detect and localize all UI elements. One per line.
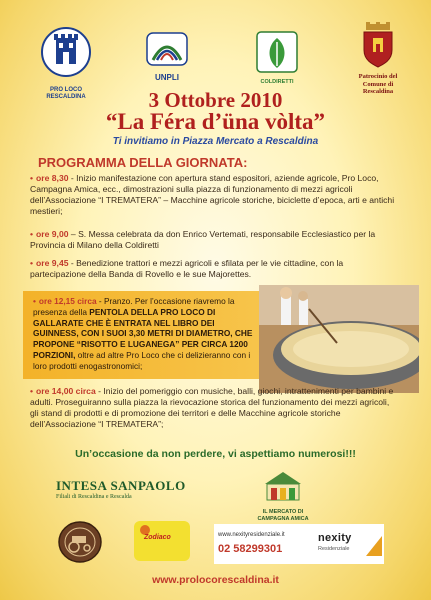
item-time: ore 8,30 <box>36 173 69 183</box>
nexity-url: www.nexityresidenziale.it <box>218 532 285 538</box>
comune-caption: Patrocinio del Comune di Rescaldina <box>358 73 398 95</box>
item-text: - Benedizione trattori e mezzi agricoli e sfilata per le vie cittadine, con la partecipazione della Banda di Rovello e le sue Majorettes. <box>30 258 344 279</box>
programme-item <box>30 386 400 430</box>
intesa-name: INTESA SANPAOLO <box>56 478 186 493</box>
nexity-mark-icon <box>364 534 384 558</box>
item-time: ore 9,00 <box>36 229 69 239</box>
item-time: ore 9,45 <box>36 258 69 268</box>
comune-shield-icon <box>360 22 396 68</box>
tagline: Un’occasione da non perdere, vi aspettiamo numerosi!!! <box>75 448 356 460</box>
coldiretti-leaf-icon <box>253 30 301 74</box>
proloco-label: PRO LOCO RESCALDINA <box>46 87 86 100</box>
proloco-logo <box>40 24 92 98</box>
intesa-branches: Filiali di Rescaldina e Rescalda <box>56 494 132 500</box>
programme-item <box>30 258 400 280</box>
trematera-sponsor-logo <box>58 520 102 564</box>
event-title: “La Féra d’üna vòlta” <box>105 109 326 134</box>
nexity-brand: nexity <box>318 532 352 544</box>
unpli-arch-icon <box>144 30 190 68</box>
market-stall-icon <box>261 470 305 504</box>
mercato-campagna-amica-sponsor <box>248 470 318 523</box>
item-text: - Inizio del pomeriggio con musiche, balli, giochi, intrattenimenti per bambini e adulti. Proseguiranno sulla piazza la rievocazione storica del funzionamento dei mezzi agricoli, gli stand di prodotti e di promozione dei territori e delle Macchine agricole storiche dell’Associazione “I TREMATERA”; <box>30 386 394 429</box>
lunch-highlight-band <box>23 291 411 379</box>
coldiretti-label: COLDIRETTI <box>260 79 294 85</box>
lunch-text-caps: PENTOLA DELLA PRO LOCO DI GALLARATE CHE È ENTRATA NEL LIBRO DEI GUINNESS, CON I SUOI 3,30 METRI DI DIAMETRO, CHE PROPONE “RISOTTO E LUGANEGA” PER CIRCA 1200 PORZIONI, <box>33 306 253 360</box>
zodiaco-sponsor <box>134 521 190 561</box>
lunch-text-a: - Pranzo. Per l’occasione riavremo la presenza della <box>33 296 235 317</box>
nexity-sponsor <box>214 524 384 564</box>
tractor-emblem-icon <box>58 520 102 564</box>
lunch-text-b: oltre ad altre Pro Loco che ci delizieranno con i loro prodotti enogastronomici; <box>33 349 251 371</box>
lunch-item <box>33 296 253 372</box>
item-time: ore 12,15 circa <box>38 296 97 306</box>
coldiretti-logo <box>253 30 301 84</box>
bullet-icon: • <box>30 173 34 183</box>
invite-line: Ti invitiamo in Piazza Mercato a Rescaldina <box>112 136 319 147</box>
giant-pot-image <box>259 285 419 393</box>
bullet-icon: • <box>30 386 34 396</box>
bullet-icon: • <box>30 229 34 239</box>
bullet-icon: • <box>33 296 36 306</box>
unpli-label: UNPLI <box>155 73 179 82</box>
website-link[interactable]: www.prolocorescaldina.it <box>152 574 279 586</box>
risotto-pot-photo <box>259 285 419 393</box>
item-time: ore 14,00 circa <box>36 386 96 396</box>
proloco-tower-icon <box>40 24 92 82</box>
programme-item <box>30 229 400 251</box>
item-text: - Inizio manifestazione con apertura stand espositori, aziende agricole, Pro Loco, Campagna Amica, ecc., dimostrazioni sulla piazza di funzionamento di mezzi agricoli dell’Associazione “I TREMATERA” – Macchine agricole storiche, biciclette d’epoca, arti e antichi mestieri; <box>30 173 395 216</box>
mercato-label: IL MERCATO DI CAMPAGNA AMICA <box>257 509 309 522</box>
unpli-logo <box>144 30 190 80</box>
event-date: 3 Ottobre 2010 <box>148 88 283 112</box>
item-text: – S. Messa celebrata da don Enrico Vertemati, responsabile Ecclesiastico per la Provincia di Milano della Coldiretti <box>30 229 376 250</box>
intesa-sanpaolo-sponsor <box>56 478 196 500</box>
programme-item <box>30 173 400 217</box>
bullet-icon: • <box>30 258 34 268</box>
programme-heading: PROGRAMMA DELLA GIORNATA: <box>38 155 248 170</box>
nexity-subtitle: Residenziale <box>318 546 350 552</box>
nexity-phone: 02 58299301 <box>218 543 283 555</box>
zodiaco-name: Zodiaco <box>144 534 171 541</box>
